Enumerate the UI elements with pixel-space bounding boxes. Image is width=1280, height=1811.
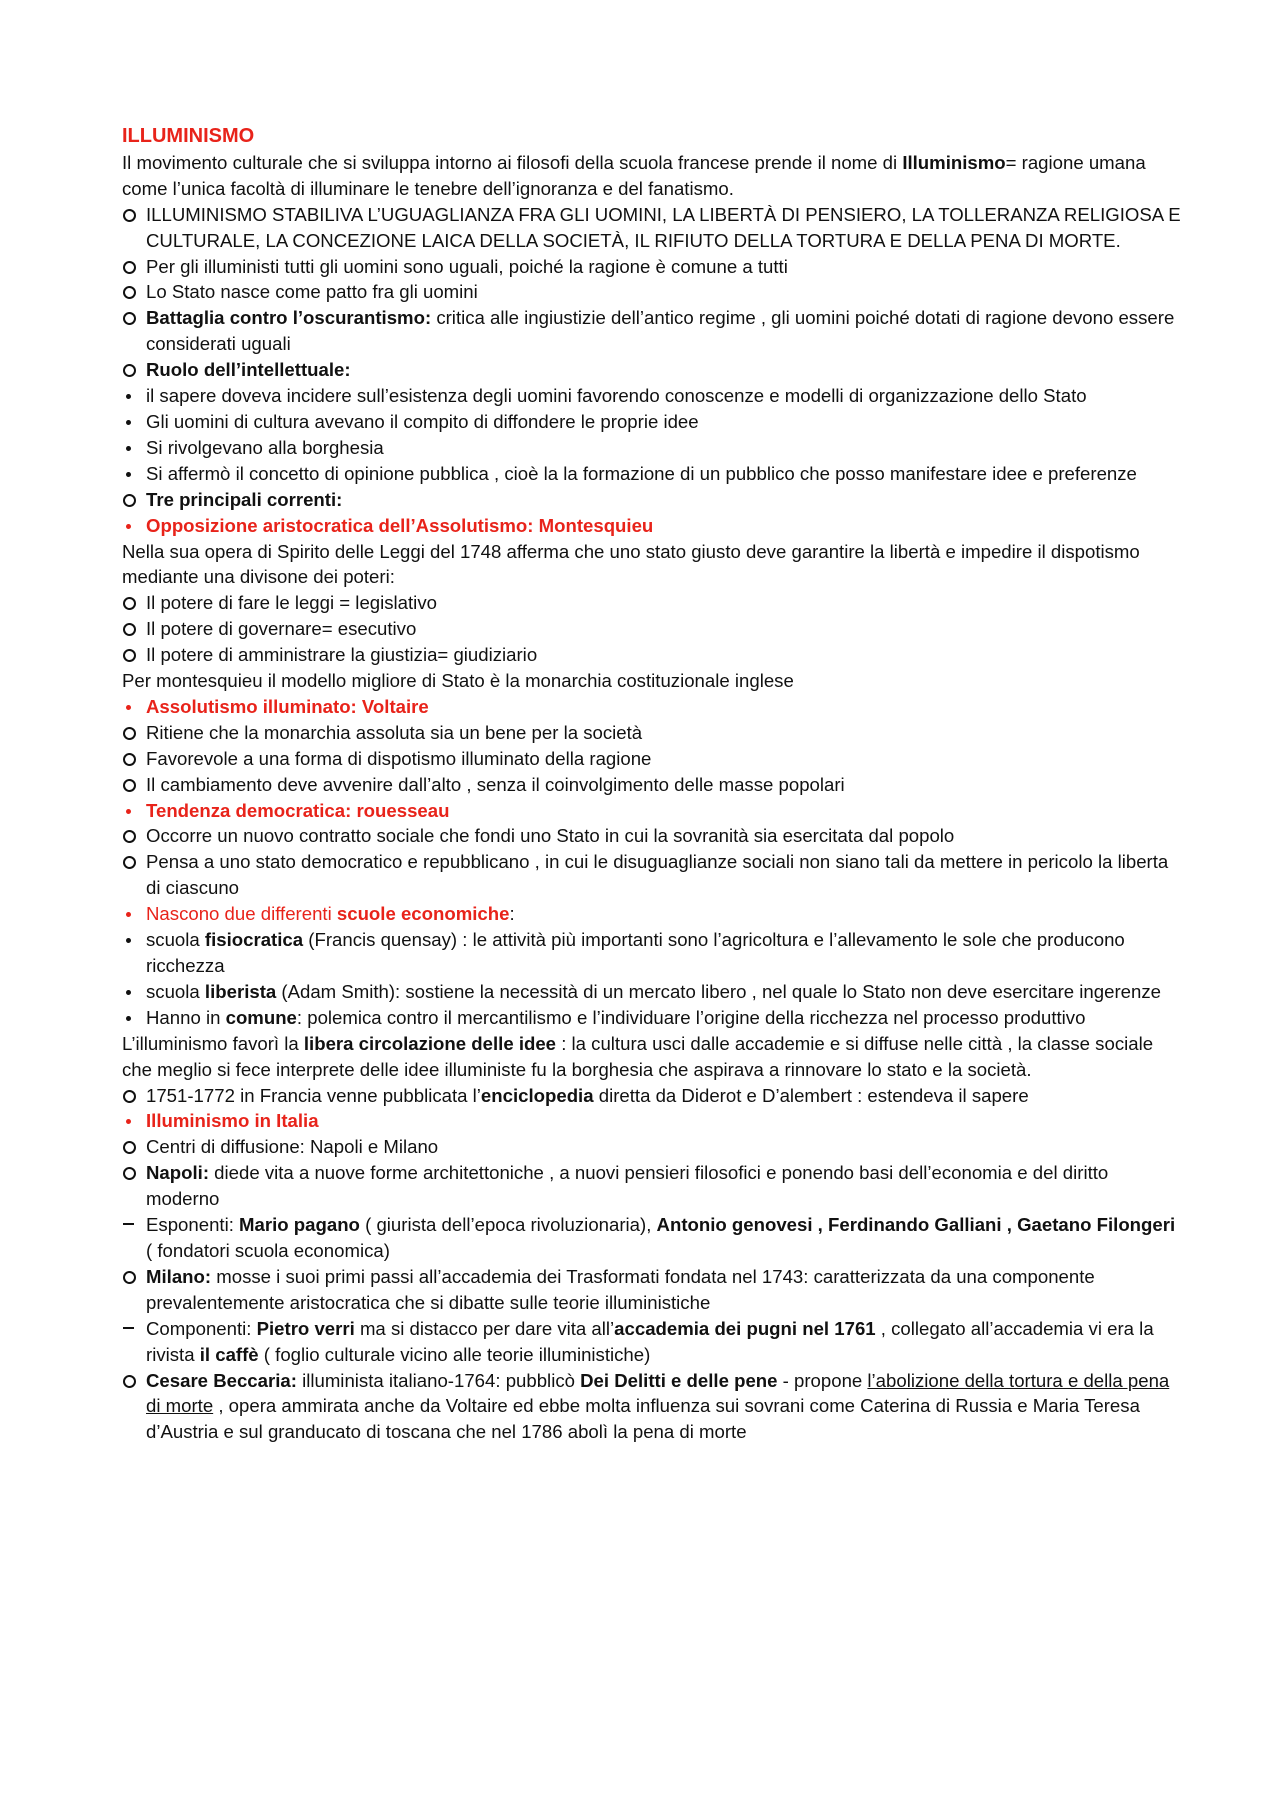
list-item: il sapere doveva incidere sull’esistenza degli uomini favorendo conoscenze e modelli di organizzazione dello Stato (146, 385, 1087, 407)
list-item: Favorevole a una forma di dispotismo illuminato della ragione (146, 747, 652, 769)
section-heading: Nascono due differenti scuole economiche: (146, 903, 515, 925)
list-item: Milano: mosse i suoi primi passi all’accademia dei Trasformati fondata nel 1743: caratterizzata da una componente prevalentemente aristocratica che si dibatte sulle teorie illuministiche (146, 1265, 1095, 1313)
list-item: Si affermò il concetto di opinione pubblica , cioè la la formazione di un pubblico che posso manifestare idee e preferenze (146, 462, 1137, 484)
list-item: Componenti: Pietro verri ma si distacco per dare vita all’accademia dei pugni nel 1761 , collegato all’accademia vi era la rivista il caffè ( foglio culturale vicino alle teorie illuministiche) (146, 1317, 1154, 1365)
list-item: Tre principali correnti: (146, 488, 343, 510)
list-item: Hanno in comune: polemica contro il mercantilismo e l’individuare l’origine della ricchezza nel processo produttivo (146, 1006, 1086, 1028)
list-item: Ritiene che la monarchia assoluta sia un bene per la società (146, 721, 643, 743)
list-item: Esponenti: Mario pagano ( giurista dell’epoca rivoluzionaria), Antonio genovesi , Ferdinando Galliani , Gaetano Filongeri ( fondatori scuola economica) (146, 1214, 1176, 1261)
list-item: Il potere di fare le leggi = legislativo (146, 592, 437, 614)
list-item: Occorre un nuovo contratto sociale che fondi uno Stato in cui la sovranità sia esercitata dal popolo (146, 825, 955, 847)
list-item: Il potere di governare= esecutivo (146, 618, 417, 640)
list-item: Gli uomini di cultura avevano il compito di diffondere le proprie idee (146, 410, 699, 432)
list-item: Ruolo dell’intellettuale: (146, 359, 351, 381)
doc-title: ILLUMINISMO (122, 125, 255, 147)
section-heading: Illuminismo in Italia (146, 1110, 319, 1132)
intro-paragraph (122, 150, 1182, 202)
list-item: Napoli: diede vita a nuove forme architettoniche , a nuovi pensieri filosofici e ponendo basi dell’economia e del diritto moderno (146, 1162, 1109, 1210)
list-item: Si rivolgevano alla borghesia (146, 436, 384, 458)
list-item: Per gli illuministi tutti gli uomini sono uguali, poiché la ragione è comune a tutti (146, 255, 788, 277)
paragraph: L’illuminismo favorì la libera circolazione delle idee : la cultura usci dalle accademie e si diffuse nelle città , la classe sociale che meglio si fece interprete delle idee illuministe fu la borghesia che aspirava a rinnovare lo stato e la società. (122, 1032, 1154, 1080)
list-item: scuola liberista (Adam Smith): sostiene la necessità di un mercato libero , nel quale lo Stato non deve esercitare ingerenze (146, 980, 1161, 1002)
list-item: 1751-1772 in Francia venne pubblicata l’enciclopedia diretta da Diderot e D’alembert : estendeva il sapere (146, 1084, 1029, 1106)
list-item: Pensa a uno stato democratico e repubblicano , in cui le disuguaglianze sociali non siano tali da mettere in pericolo la liberta di ciascuno (146, 851, 1169, 899)
document-page (122, 124, 1182, 1445)
list-item: Battaglia contro l’oscurantismo: critica alle ingiustizie dell’antico regime , gli uomini poiché dotati di ragione devono essere considerati uguali (146, 307, 1175, 355)
paragraph: Per montesquieu il modello migliore di Stato è la monarchia costituzionale inglese (122, 670, 794, 692)
intro-bold: Illuminismo (902, 151, 1006, 173)
list-item: Cesare Beccaria: illuminista italiano-1764: pubblicò Dei Delitti e delle pene - propone l’abolizione della tortura e della pena di morte , opera ammirata anche da Voltaire ed ebbe molta influenza sui sovrani come Caterina di Russia e Maria Teresa d’Austria e sul granducato di toscana che nel 1786 abolì la pena di morte (146, 1369, 1170, 1443)
list-item: scuola fisiocratica (Francis quensay) : le attività più importanti sono l’agricoltura e l’allevamento le sole che producono ricchezza (146, 929, 1125, 976)
list-item: Il cambiamento deve avvenire dall’alto , senza il coinvolgimento delle masse popolari (146, 773, 845, 795)
paragraph: Nella sua opera di Spirito delle Leggi del 1748 afferma che uno stato giusto deve garantire la libertà e impedire il dispotismo mediante una divisone dei poteri: (122, 540, 1140, 588)
intro-text-end: = ragione umana come l’unica facoltà di illuminare le tenebre dell’ignoranza e del fanatismo. (122, 151, 1146, 199)
intro-text: Il movimento culturale che si sviluppa intorno ai filosofi della scuola francese prende il nome di (122, 151, 903, 173)
list-item: Il potere di amministrare la giustizia= giudiziario (146, 644, 538, 666)
section-heading: Assolutismo illuminato: Voltaire (146, 695, 429, 717)
list-item: Lo Stato nasce come patto fra gli uomini (146, 281, 478, 303)
list-item: Centri di diffusione: Napoli e Milano (146, 1136, 439, 1158)
list-item: ILLUMINISMO STABILIVA L’UGUAGLIANZA FRA GLI UOMINI, LA LIBERTÀ DI PENSIERO, LA TOLLERANZA RELIGIOSA E CULTURALE, LA CONCEZIONE LAICA DELLA SOCIETÀ, IL RIFIUTO DELLA TORTURA E DELLA PENA DI MORTE. (146, 203, 1181, 251)
section-heading: Tendenza democratica: rouesseau (146, 799, 450, 821)
section-heading: Opposizione aristocratica dell’Assolutismo: Montesquieu (146, 514, 654, 536)
